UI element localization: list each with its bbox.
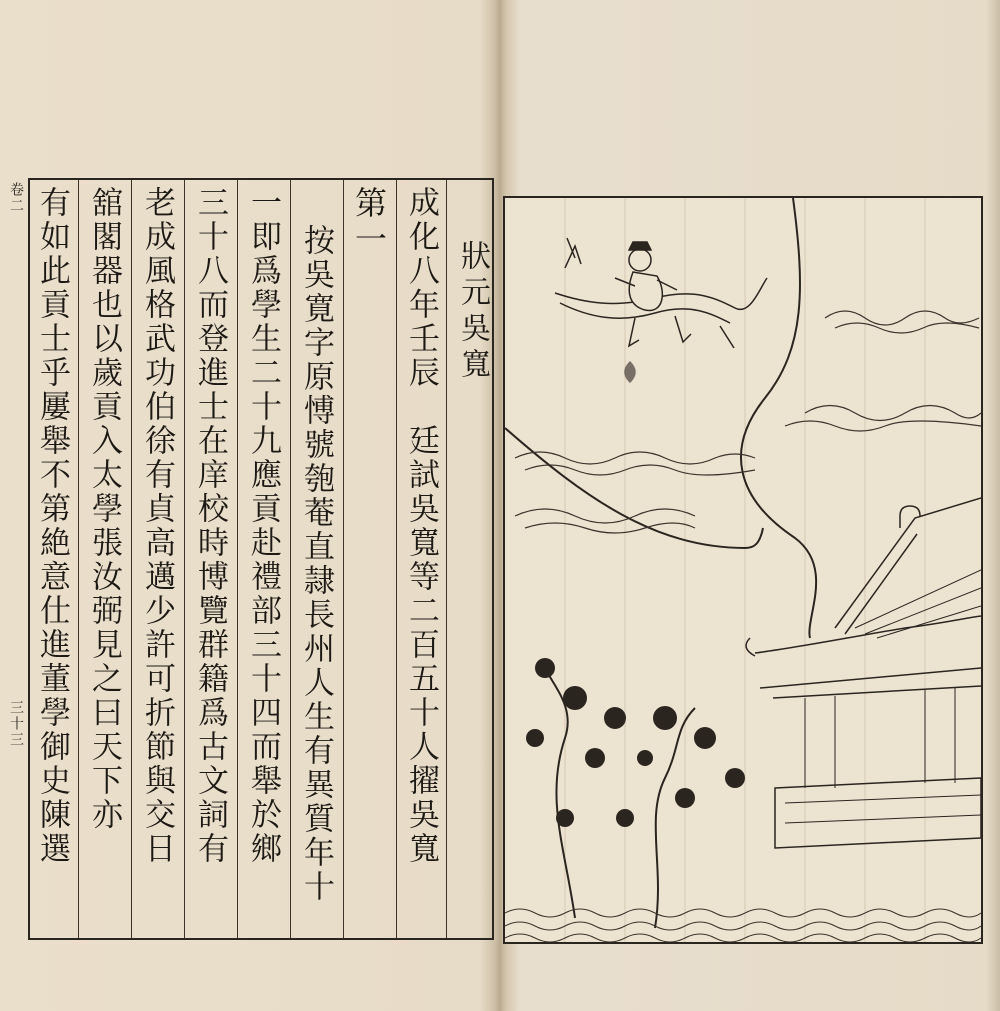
column-rule	[184, 180, 185, 938]
column-rule	[396, 180, 397, 938]
text-column: 第一	[350, 186, 388, 258]
column-rule	[290, 180, 291, 938]
text-column: 有如此貢士乎屢舉不第絶意仕進董學御史陳選	[34, 186, 70, 866]
cloud-bands	[515, 311, 981, 533]
page-edge	[986, 0, 1000, 1011]
text-frame	[28, 178, 494, 940]
chapter-title: 狀元吳寬	[455, 240, 490, 384]
volume-label: 卷二	[8, 182, 24, 214]
woodblock-illustration	[505, 198, 981, 942]
illustration-frame	[503, 196, 983, 944]
column-rule	[343, 180, 344, 938]
text-column: 舘閣器也以歲貢入太學張汝弼見之曰天下亦	[86, 186, 122, 832]
dragon-rider	[555, 238, 767, 382]
pavilion	[746, 498, 981, 848]
water-waves	[505, 909, 981, 942]
column-rule	[237, 180, 238, 938]
folio-number: 三十三	[8, 700, 24, 748]
cloud-curve	[505, 428, 763, 548]
text-column: 按吳寛字原愽號匏菴直隷長州人生有異質年十	[298, 224, 334, 904]
column-rule	[131, 180, 132, 938]
column-rule	[446, 180, 447, 938]
text-column: 一即爲學生二十九應貢赴禮部三十四而舉於鄉	[245, 186, 281, 866]
pine-trees	[526, 658, 745, 928]
column-rule	[78, 180, 79, 938]
text-column: 成化八年壬辰 廷試吳寬等二百五十人擢吳寬	[403, 186, 439, 866]
text-column: 老成風格武功伯徐有貞高邁少許可折節與交日	[139, 186, 175, 866]
text-column: 三十八而登進士在庠校時博覽群籍爲古文詞有	[192, 186, 228, 866]
